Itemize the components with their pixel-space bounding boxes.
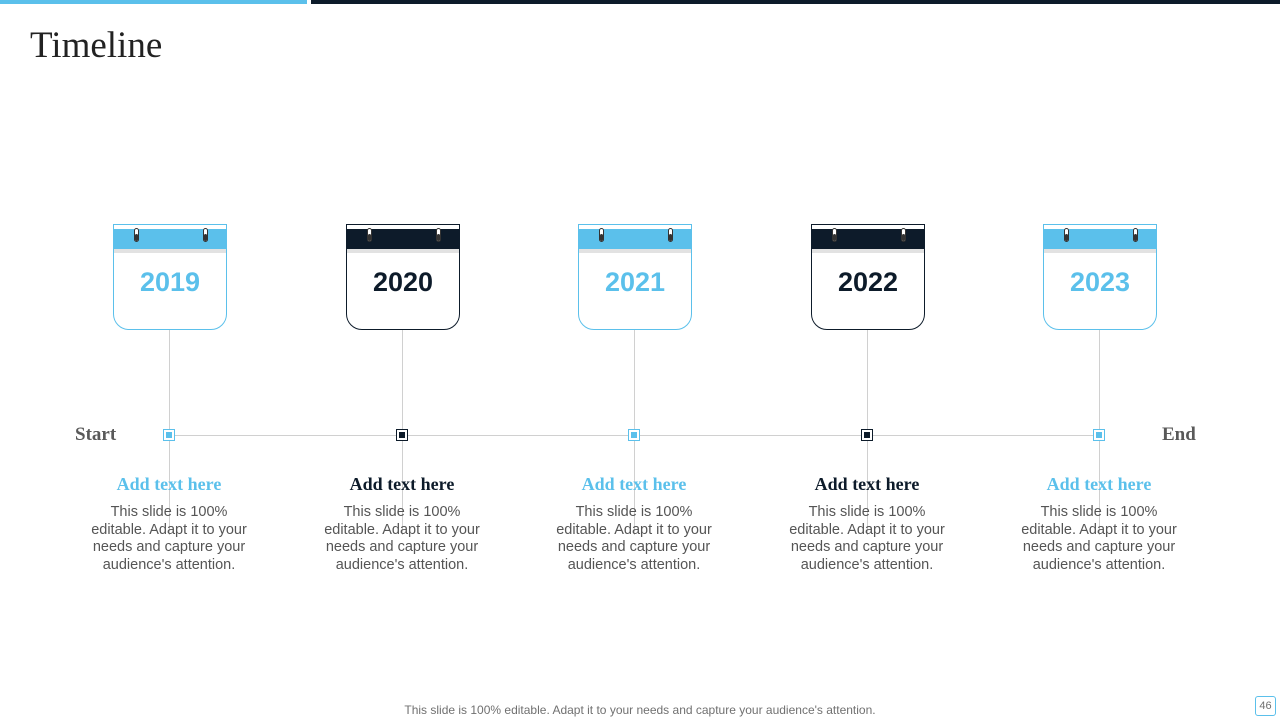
milestone-2021: [534, 224, 734, 584]
milestone-year: 2023: [1069, 267, 1131, 297]
timeline-end-label: End: [1162, 424, 1196, 445]
calendar-header-band: [579, 229, 691, 249]
milestone-year: 2022: [837, 267, 899, 297]
calendar-ring-icon: [367, 228, 372, 242]
timeline-node: [1093, 429, 1105, 441]
calendar-ring-icon: [134, 228, 139, 242]
milestone-year: 2021: [604, 267, 666, 297]
milestone-description: This slide is 100% editable. Adapt it to your needs and capture your audience's attention.: [91, 504, 247, 573]
calendar-header-shadow: [114, 249, 226, 253]
milestone-description: This slide is 100% editable. Adapt it to your needs and capture your audience's attention.: [556, 504, 712, 573]
calendar-header-band: [812, 229, 924, 249]
calendar-header-band: [114, 229, 226, 249]
milestone-2019: [69, 224, 269, 584]
timeline-node: [163, 429, 175, 441]
page-title: Timeline: [30, 25, 163, 66]
calendar-ring-icon: [1064, 228, 1069, 242]
calendar-header-band: [1044, 229, 1156, 249]
top-accent-bar-dark: [311, 0, 1280, 4]
timeline-node: [628, 429, 640, 441]
timeline-node: [396, 429, 408, 441]
calendar-ring-icon: [668, 228, 673, 242]
calendar-icon: [113, 224, 227, 330]
calendar-icon: [346, 224, 460, 330]
calendar-header-band: [347, 229, 459, 249]
milestone-heading: Add text here: [814, 474, 920, 494]
calendar-ring-icon: [436, 228, 441, 242]
calendar-ring-icon: [901, 228, 906, 242]
milestone-year: 2020: [372, 267, 434, 297]
calendar-ring-icon: [599, 228, 604, 242]
calendar-icon: [1043, 224, 1157, 330]
calendar-icon: [578, 224, 692, 330]
milestone-heading: Add text here: [116, 474, 222, 494]
milestone-heading: Add text here: [581, 474, 687, 494]
milestone-description: This slide is 100% editable. Adapt it to your needs and capture your audience's attention.: [324, 504, 480, 573]
milestone-year: 2019: [139, 267, 201, 297]
timeline-start-label: Start: [75, 424, 117, 445]
milestone-2020: [302, 224, 502, 584]
calendar-header-shadow: [812, 249, 924, 253]
calendar-header-shadow: [579, 249, 691, 253]
calendar-ring-icon: [832, 228, 837, 242]
top-accent-bar-light: [0, 0, 307, 4]
milestone-description: This slide is 100% editable. Adapt it to your needs and capture your audience's attention.: [1021, 504, 1177, 573]
timeline-node: [861, 429, 873, 441]
page-number-badge: 46: [1255, 696, 1276, 716]
milestone-heading: Add text here: [1046, 474, 1152, 494]
footer-note: This slide is 100% editable. Adapt it to your needs and capture your audience's attention.: [404, 703, 876, 717]
calendar-header-shadow: [347, 249, 459, 253]
milestone-heading: Add text here: [349, 474, 455, 494]
milestone-2023: [999, 224, 1199, 584]
milestone-2022: [767, 224, 967, 584]
calendar-ring-icon: [203, 228, 208, 242]
calendar-icon: [811, 224, 925, 330]
milestone-description: This slide is 100% editable. Adapt it to your needs and capture your audience's attention.: [789, 504, 945, 573]
calendar-ring-icon: [1133, 228, 1138, 242]
calendar-header-shadow: [1044, 249, 1156, 253]
